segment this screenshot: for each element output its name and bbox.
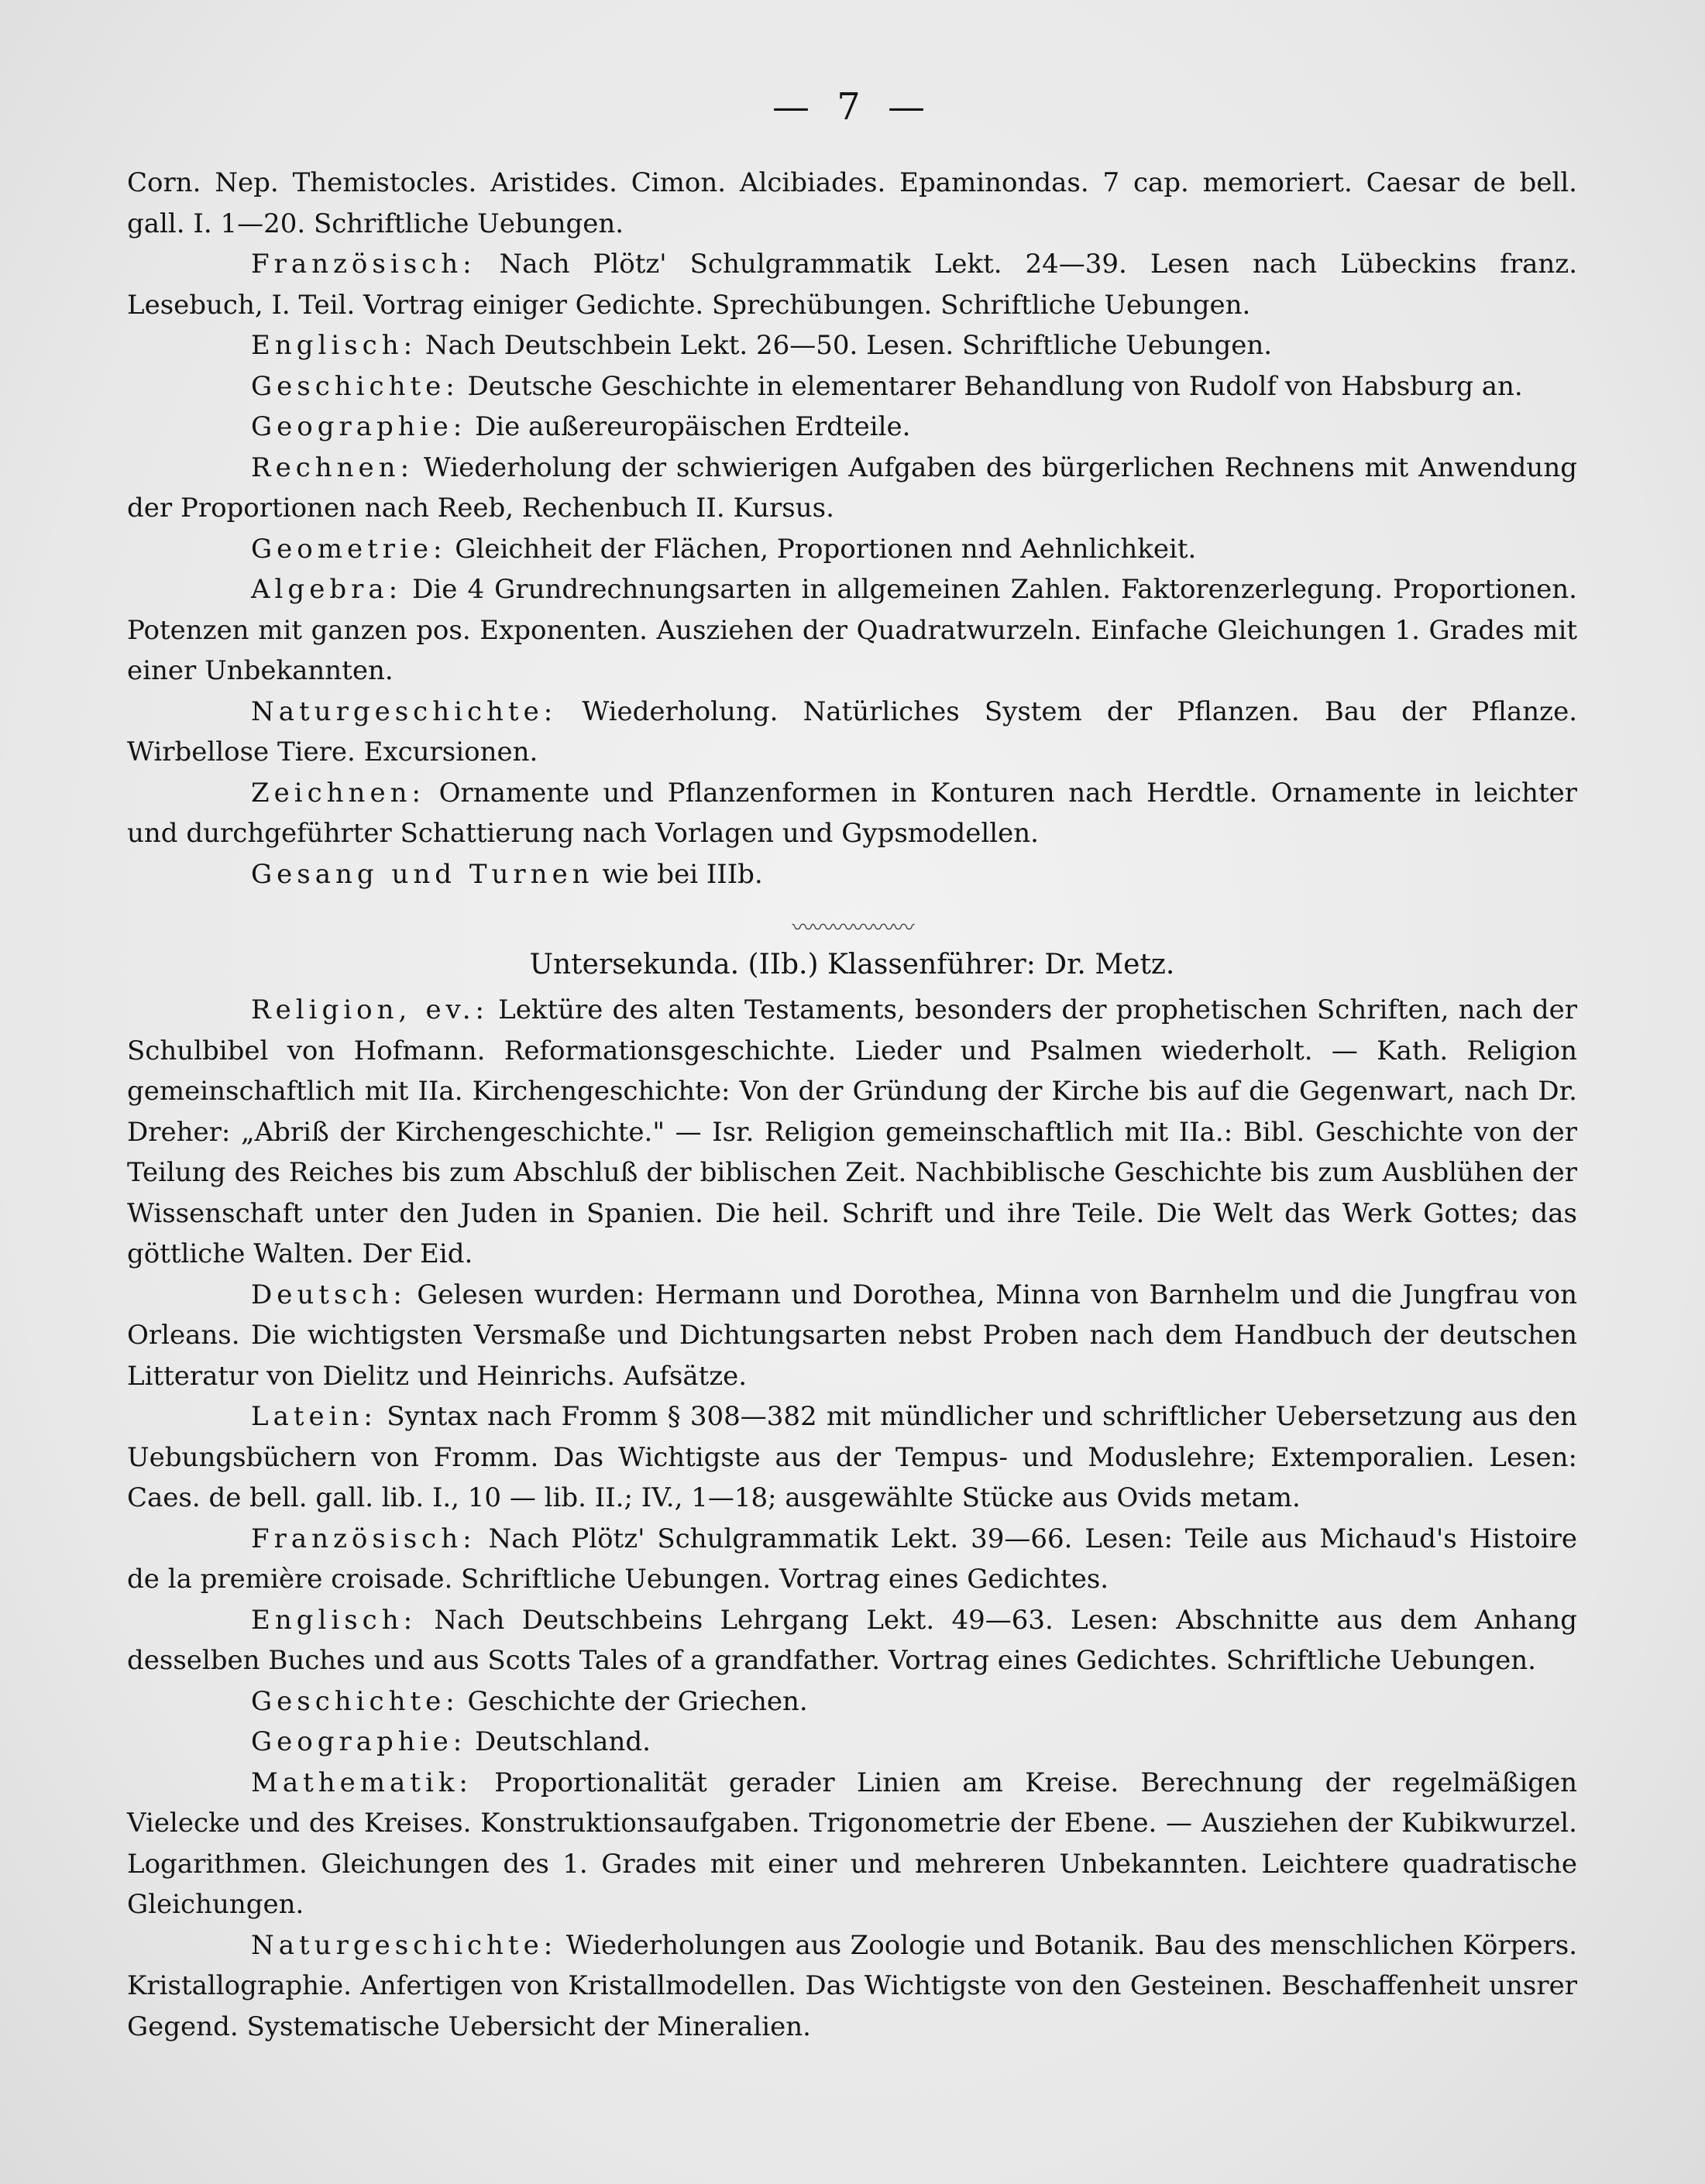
paragraph: [127, 1275, 1577, 1397]
paragraph: [127, 1925, 1577, 2048]
paragraph-text: Proportionalität gerader Linien am Kreise. Berechnung der regelmäßigen Vielecke und des Kreises. Konstruktionsaufgaben. Trigonometrie der Ebene. — Ausziehen der Kubikwurzel. Logarithmen. Gleichungen des 1. Grades mit einer und mehreren Unbekannten. Leichtere quadratische Gleichungen.: [127, 1767, 1577, 1920]
subject-label: Geographie:: [251, 1726, 467, 1757]
paragraph-text: Die 4 Grundrechnungsarten in allgemeinen Zahlen. Faktorenzerlegung. Proportionen. Potenzen mit ganzen pos. Exponenten. Ausziehen der Quadratwurzeln. Einfache Gleichungen 1. Grades mit einer Unbekannten.: [127, 574, 1577, 686]
paragraph: [127, 163, 1577, 244]
subject-label: Rechnen:: [251, 452, 414, 483]
paragraph-text: Wiederholung der schwierigen Aufgaben des bürgerlichen Rechnens mit Anwendung der Proportionen nach Reeb, Rechenbuch II. Kursus.: [127, 452, 1577, 524]
paragraph: [127, 407, 1577, 448]
paragraph-text: Deutsche Geschichte in elementarer Behandlung von Rudolf von Habsburg an.: [467, 370, 1523, 402]
subject-label: Algebra:: [251, 574, 403, 605]
paragraph: [127, 1722, 1577, 1763]
subject-label: Geschichte:: [251, 370, 459, 402]
paragraph-text: Nach Plötz' Schulgrammatik Lekt. 39—66. Lesen: Teile aus Michaud's Histoire de la première croisade. Schriftliche Uebungen. Vortrag eines Gedichtes.: [127, 1523, 1577, 1595]
paragraph-text: Die außereuropäischen Erdteile.: [474, 411, 911, 442]
subject-label: Französisch:: [251, 1523, 476, 1554]
subject-label: Naturgeschichte:: [251, 695, 558, 727]
paragraph: [127, 773, 1577, 854]
paragraph-text: Corn. Nep. Themistocles. Aristides. Cimon. Alcibiades. Epaminondas. 7 cap. memoriert. Caesar de bell. gall. I. 1—20. Schriftliche Uebungen.: [127, 167, 1577, 239]
paragraph-text: Gelesen wurden: Hermann und Dorothea, Minna von Barnhelm und die Jungfrau von Orleans. Die wichtigsten Versmaße und Dichtungsarten nebst Proben nach dem Handbuch der deutschen Litteratur von Dielitz und Heinrichs. Aufsätze.: [127, 1279, 1577, 1392]
paragraph: [127, 1396, 1577, 1519]
subject-label: Gesang und Turnen: [251, 858, 594, 890]
subject-label: Latein:: [251, 1401, 377, 1432]
subject-label: Französisch:: [251, 249, 476, 280]
subject-label: Religion, ev.:: [251, 994, 489, 1025]
paragraph-text: Gleichheit der Flächen, Proportionen nnd Aehnlichkeit.: [455, 533, 1197, 565]
paragraph-text: wie bei IIIb.: [602, 858, 763, 890]
paragraph: [127, 1600, 1577, 1681]
subject-label: Naturgeschichte:: [251, 1929, 558, 1961]
paragraph-text: Syntax nach Fromm § 308—382 mit mündlicher und schriftlicher Uebersetzung aus den Uebungsbüchern von Fromm. Das Wichtigste aus der Tempus- und Moduslehre; Extemporalien. Lesen: Caes. de bell. gall. lib. I., 10 — lib. II.; IV., 1—18; ausgewählte Stücke aus Ovids metam.: [127, 1401, 1577, 1513]
paragraph: [127, 325, 1577, 366]
paragraph-text: Nach Plötz' Schulgrammatik Lekt. 24—39. Lesen nach Lübeckins franz. Lesebuch, I. Teil. Vortrag einiger Gedichte. Sprechübungen. Schriftliche Uebungen.: [127, 249, 1577, 321]
paragraph: [127, 854, 1577, 895]
subject-label: Geographie:: [251, 411, 467, 442]
paragraph: [127, 692, 1577, 773]
paragraph-text: Ornamente und Pflanzenformen in Konturen nach Herdtle. Ornamente in leichter und durchgeführter Schattierung nach Vorlagen und Gypsmodellen.: [127, 777, 1577, 849]
subject-label: Englisch:: [251, 1604, 418, 1636]
subject-label: Mathematik:: [251, 1767, 473, 1798]
section-divider: 〰〰〰〰〰〰: [792, 915, 913, 940]
bottom-section: [127, 943, 1577, 2047]
paragraph-text: Wiederholungen aus Zoologie und Botanik. Bau des menschlichen Körpers. Kristallographie. Anfertigen von Kristallmodellen. Das Wichtigste von den Gesteinen. Beschaffenheit unsrer Gegend. Systematische Uebersicht der Mineralien.: [127, 1929, 1578, 2042]
subject-label: Geschichte:: [251, 1685, 459, 1717]
paragraph-text: Lektüre des alten Testaments, besonders der prophetischen Schriften, nach der Schulbibel von Hofmann. Reformationsgeschichte. Lieder und Psalmen wiederholt. — Kath. Religion gemeinschaftlich mit IIa. Kirchengeschichte: Von der Gründung der Kirche bis auf die Gegenwart, nach Dr. Dreher: „Abriß der Kirchengeschichte." — Isr. Religion gemeinschaftlich mit IIa.: Bibl. Geschichte von der Teilung des Reiches bis zum Abschluß der biblischen Zeit. Nachbiblische Geschichte bis zum Ausblühen der Wissenschaft unter den Juden in Spanien. Die heil. Schrift und ihre Teile. Die Welt das Werk Gottes; das göttliche Walten. Der Eid.: [127, 994, 1577, 1269]
subject-label: Geometrie:: [251, 533, 447, 565]
paragraph: [127, 529, 1577, 570]
paragraph: [127, 990, 1577, 1275]
paragraph: [127, 569, 1577, 692]
page-number: — 7 —: [772, 85, 933, 129]
section-heading: Untersekunda. (IIb.) Klassenführer: Dr. Metz.: [529, 949, 1175, 980]
paragraph-text: Nach Deutschbeins Lehrgang Lekt. 49—63. Lesen: Abschnitte aus dem Anhang desselben Buches und aus Scotts Tales of a grandfather. Vortrag eines Gedichtes. Schriftliche Uebungen.: [127, 1604, 1578, 1676]
paragraph-text: Wiederholung. Natürliches System der Pflanzen. Bau der Pflanze. Wirbellose Tiere. Excursionen.: [127, 695, 1577, 767]
subject-label: Englisch:: [251, 330, 418, 361]
paragraph: [127, 1519, 1577, 1600]
subject-label: Zeichnen:: [251, 777, 425, 809]
paragraph-text: Deutschland.: [474, 1726, 651, 1757]
paragraph: [127, 1681, 1577, 1722]
paragraph-text: Nach Deutschbein Lekt. 26—50. Lesen. Schriftliche Uebungen.: [425, 330, 1273, 361]
subject-label: Deutsch:: [251, 1279, 407, 1310]
paragraph: [127, 244, 1577, 325]
paragraph: [127, 366, 1577, 407]
paragraph-text: Geschichte der Griechen.: [467, 1685, 808, 1717]
paragraph: [127, 1763, 1577, 1925]
paragraph: [127, 448, 1577, 529]
top-section: [127, 163, 1577, 895]
